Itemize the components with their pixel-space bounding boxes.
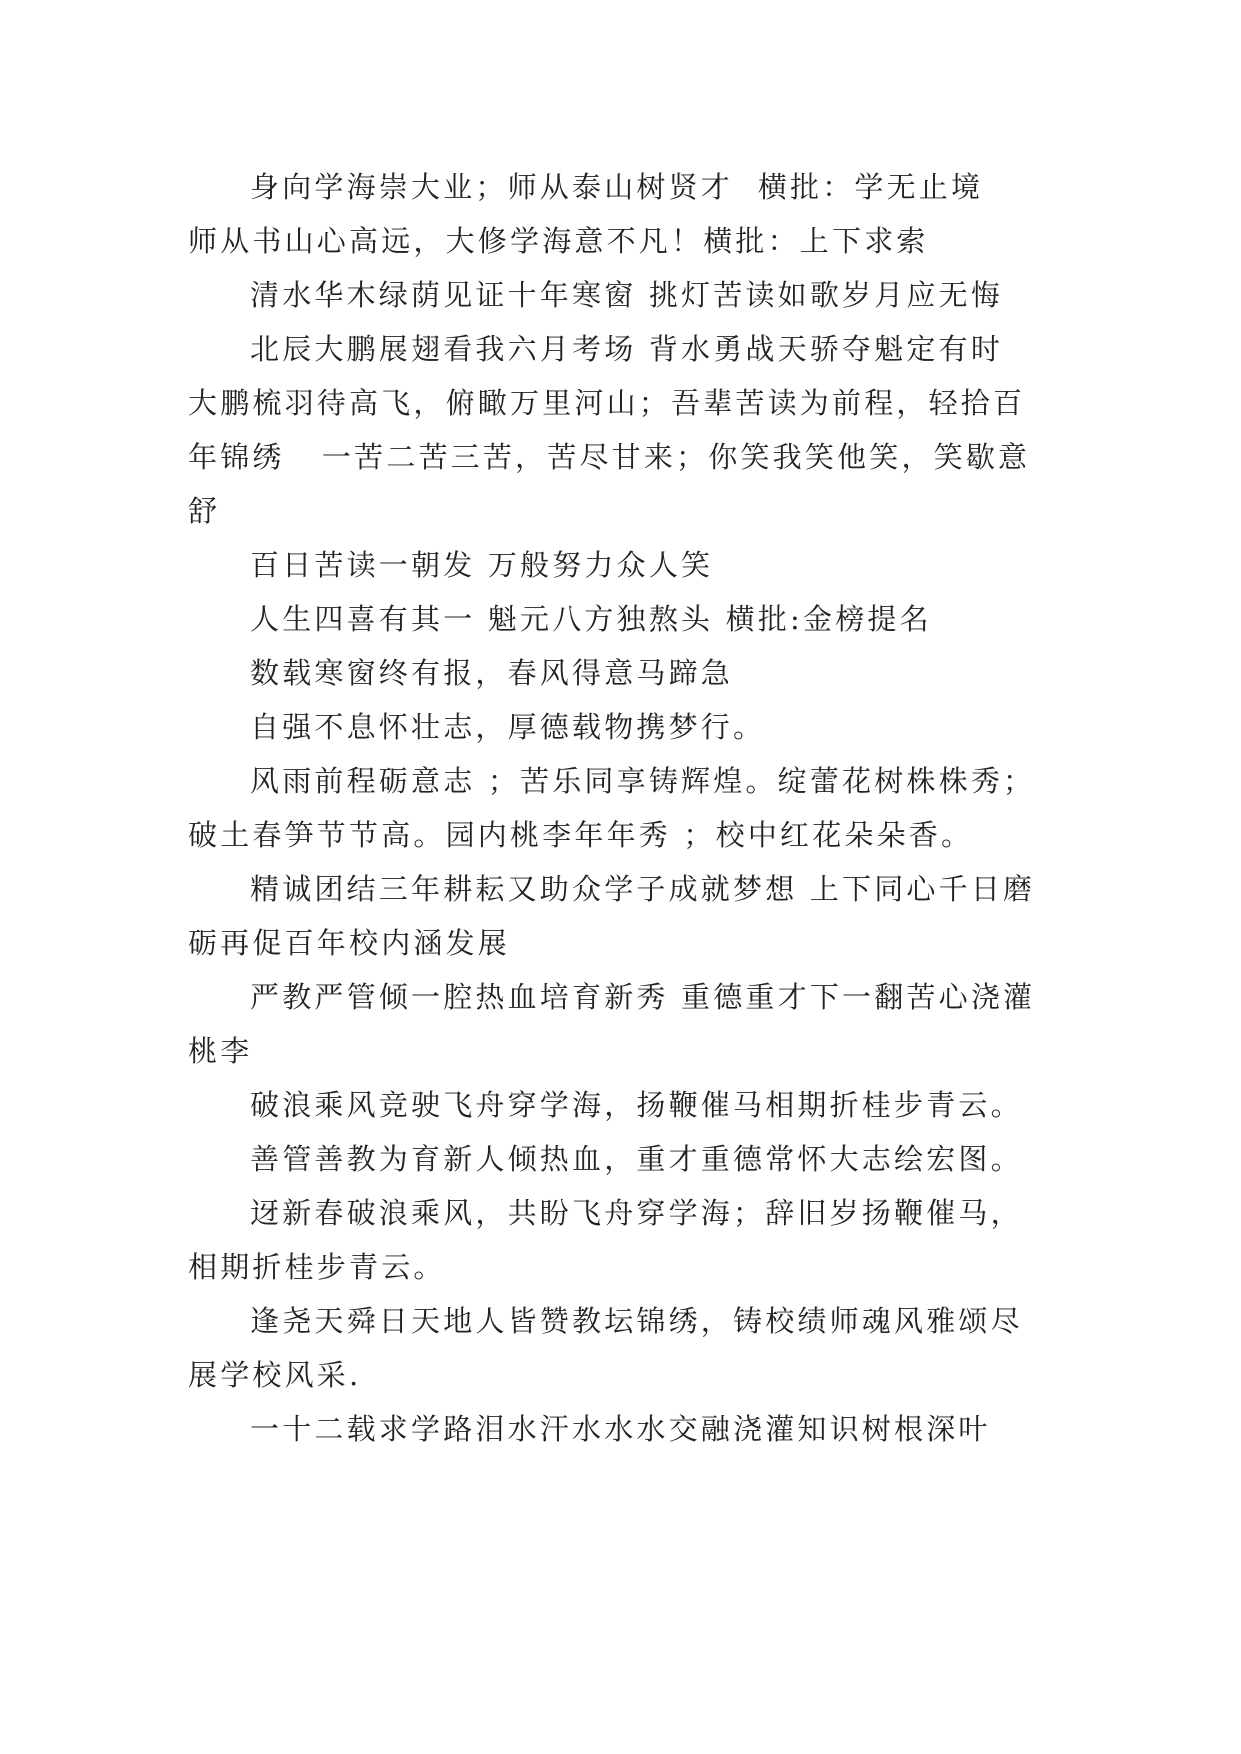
paragraph-6: 百日苦读一朝发 万般努力众人笑 bbox=[250, 548, 714, 582]
paragraph-5: 大鹏梳羽待高飞，俯瞰万里河山；吾辈苦读为前程，轻拾百年锦绣 一苦二苦三苦，苦尽甘来；你笑我笑他笑，笑歇意舒 bbox=[188, 386, 1031, 528]
paragraph-11: 精诚团结三年耕耘又助众学子成就梦想 上下同心千日磨砺再促百年校内涵发展 bbox=[188, 872, 1036, 960]
paragraph-17: 一十二载求学路泪水汗水水水交融浇灌知识树根深叶 bbox=[250, 1412, 991, 1446]
paragraph-1: 身向学海崇大业；师从泰山树贤才 横批：学无止境 bbox=[250, 170, 984, 204]
document-body bbox=[188, 160, 1048, 1456]
paragraph-3: 清水华木绿荫见证十年寒窗 挑灯苦读如歌岁月应无悔 bbox=[250, 278, 1004, 312]
paragraph-9: 自强不息怀壮志，厚德载物携梦行。 bbox=[250, 710, 766, 744]
paragraph-4: 北辰大鹏展翅看我六月考场 背水勇战天骄夺魁定有时 bbox=[250, 332, 1004, 366]
paragraph-15: 迓新春破浪乘风，共盼飞舟穿学海；辞旧岁扬鞭催马，相期折桂步青云。 bbox=[188, 1196, 1023, 1284]
paragraph-16: 逢尧天舜日天地人皆赞教坛锦绣，铸校绩师魂风雅颂尽展学校风采. bbox=[188, 1304, 1023, 1392]
paragraph-10: 风雨前程砺意志 ；苦乐同享铸辉煌。绽蕾花树株株秀；破土春笋节节高。园内桃李年年秀 ；校中红花朵朵香。 bbox=[188, 764, 1036, 852]
paragraph-8: 数载寒窗终有报，春风得意马蹄急 bbox=[250, 656, 734, 690]
paragraph-14: 善管善教为育新人倾热血，重才重德常怀大志绘宏图。 bbox=[250, 1142, 1023, 1176]
paragraph-12: 严教严管倾一腔热血培育新秀 重德重才下一翻苦心浇灌桃李 bbox=[188, 980, 1036, 1068]
paragraph-2: 师从书山心高远，大修学海意不凡！横批：上下求索 bbox=[188, 224, 929, 258]
paragraph-13: 破浪乘风竞驶飞舟穿学海，扬鞭催马相期折桂步青云。 bbox=[250, 1088, 1023, 1122]
paragraph-7: 人生四喜有其一 魁元八方独熬头 横批:金榜提名 bbox=[250, 602, 932, 636]
